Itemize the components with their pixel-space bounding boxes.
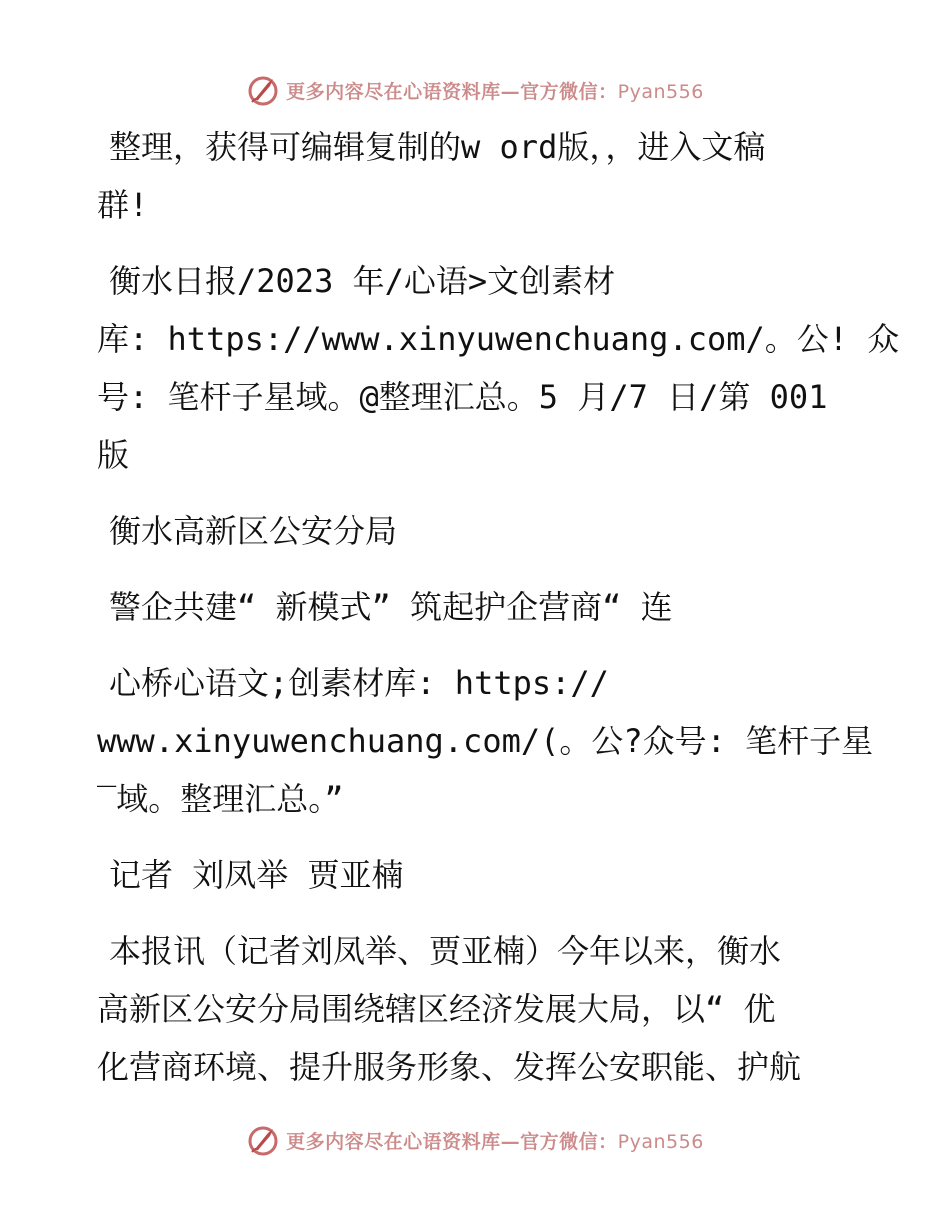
text-line: ‾域。整理汇总。” (97, 780, 344, 818)
text-line: 警企共建“ 新模式” 筑起护企营商“ 连 (109, 588, 673, 626)
text-line: 心桥心语文;创素材库: https:// (109, 664, 609, 702)
text-line: 版 (97, 436, 130, 474)
byline (97, 846, 867, 904)
watermark-text: 更多内容尽在心语资料库—官方微信：Pyan556 (286, 1130, 704, 1153)
text-line: 本报讯（记者刘凤举、贾亚楠）今年以来，衡水 (109, 932, 782, 970)
header-watermark (0, 70, 950, 110)
text-line: www.xinyuwenchuang.com/(。公?众号: 笔杆子星 (97, 722, 874, 760)
text-line: 高新区公安分局围绕辖区经济发展大局，以“ 优 (97, 990, 776, 1028)
text-line: 号: 笔杆子星域。@整理汇总。5 月/7 日/第 001 (97, 378, 828, 416)
source-line (97, 252, 900, 484)
text-line: 化营商环境、提升服务形象、发挥公安职能、护航 (97, 1048, 802, 1086)
intro-note (97, 118, 867, 234)
headline (97, 578, 867, 636)
text-line: 库: https://www.xinyuwenchuang.com/。公! 众 (97, 320, 900, 358)
body-paragraph (97, 922, 867, 1096)
watermark-text: 更多内容尽在心语资料库—官方微信：Pyan556 (286, 80, 704, 103)
text-line: 整理，获得可编辑复制的w ord版，，进入文稿 (109, 128, 766, 166)
footer-watermark (0, 1120, 950, 1160)
document-body (97, 118, 900, 1114)
text-line: 衡水高新区公安分局 (109, 512, 398, 550)
brush-logo-icon (246, 73, 280, 107)
brush-logo-icon (246, 1123, 280, 1157)
dept-line (97, 502, 867, 560)
text-line: 衡水日报/2023 年/心语>文创素材 (109, 262, 616, 300)
text-line: 记者 刘凤举 贾亚楠 (109, 856, 404, 894)
subhead (97, 654, 874, 828)
text-line: 群! (97, 186, 149, 224)
